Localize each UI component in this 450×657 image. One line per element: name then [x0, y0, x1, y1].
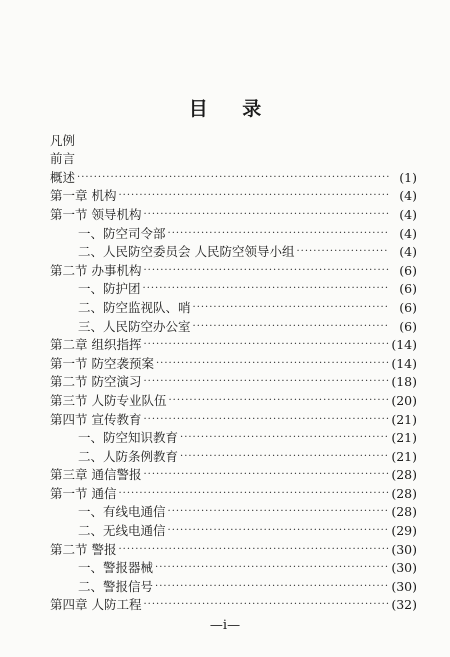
toc-entry-label: 第二节 警报	[50, 541, 117, 557]
toc-entry-label: 凡例	[50, 132, 76, 148]
toc-entry	[50, 187, 417, 206]
toc-entry-label: 一、防空知识教育	[78, 430, 179, 446]
toc-dot-leader	[143, 373, 389, 391]
toc-dot-leader	[168, 522, 389, 540]
toc-entry-label: 第一节 防空袭预案	[50, 355, 154, 371]
toc-entry	[50, 410, 417, 429]
toc-entry-label: 前言	[50, 151, 76, 167]
toc-entry-label: 一、防空司令部	[78, 225, 166, 241]
toc-entry	[50, 540, 417, 559]
toc-entry	[50, 336, 417, 355]
toc-entry-page: (30)	[391, 578, 417, 594]
toc-entry-label: 第三节 人防专业队伍	[50, 392, 167, 408]
toc-entry-page: (14)	[391, 337, 417, 353]
toc-entry	[50, 484, 417, 503]
toc-entry-page: (21)	[391, 448, 417, 464]
toc-entry-label: 第二章 组织指挥	[50, 337, 142, 353]
toc-entry-label: 第四节 宣传教育	[50, 411, 142, 427]
toc-entry-page: (28)	[391, 485, 417, 501]
toc-entry	[50, 373, 417, 392]
toc-entry-label: 第一节 通信	[50, 485, 117, 501]
toc-entry-label: 一、警报器械	[78, 560, 154, 576]
toc-dot-leader	[168, 392, 389, 410]
toc-dot-leader	[156, 355, 389, 373]
toc-dot-leader	[296, 243, 389, 261]
toc-entry	[50, 261, 417, 280]
toc-dot-leader	[143, 466, 389, 484]
toc-entry-page: (6)	[399, 299, 417, 315]
toc-entry	[50, 559, 417, 578]
toc-entry-page: (6)	[399, 281, 417, 297]
toc-entry	[50, 596, 417, 615]
toc-entry-page: (4)	[399, 244, 417, 260]
toc-entry	[50, 150, 417, 169]
toc-entry-page: (21)	[391, 411, 417, 427]
toc-entry-label: 第二节 防空演习	[50, 374, 142, 390]
page-title: 目 录	[188, 98, 276, 120]
toc-dot-leader	[180, 429, 389, 447]
toc-entry-label: 一、有线电通信	[78, 504, 166, 520]
toc-dot-leader	[193, 299, 389, 317]
toc-entry-label: 概述	[50, 169, 76, 185]
toc-entry	[50, 391, 417, 410]
toc-entry	[50, 354, 417, 373]
toc-entry-label: 第一节 领导机构	[50, 206, 142, 222]
toc-entry-label: 二、人民防空委员会 人民防空领导小组	[78, 244, 295, 260]
toc-dot-leader	[143, 262, 389, 280]
toc-entry	[50, 429, 417, 448]
toc-dot-leader	[118, 541, 389, 559]
toc-entry-label: 二、无线电通信	[78, 523, 166, 539]
toc-entry	[50, 503, 417, 522]
toc-entry-page: (4)	[399, 188, 417, 204]
toc-dot-leader	[77, 169, 389, 187]
toc-dot-leader	[143, 206, 389, 224]
toc-entry-page: (28)	[391, 504, 417, 520]
toc-dot-leader	[143, 336, 389, 354]
toc-entry	[50, 168, 417, 187]
toc-entry-page: (6)	[399, 262, 417, 278]
toc-dot-leader	[118, 187, 389, 205]
toc-entry-label: 二、警报信号	[78, 578, 154, 594]
toc-entry	[50, 131, 417, 150]
toc-entry-page: (28)	[391, 467, 417, 483]
toc-entry-label: 第一章 机构	[50, 188, 117, 204]
toc-dot-leader	[168, 503, 389, 521]
toc-dot-leader	[143, 596, 389, 614]
toc-entry	[50, 466, 417, 485]
toc-dot-leader	[193, 318, 389, 336]
toc-entry-page: (18)	[391, 374, 417, 390]
toc-entry-page: (21)	[391, 430, 417, 446]
toc-entry	[50, 280, 417, 299]
toc-entry-page: (32)	[391, 597, 417, 613]
toc-entry	[50, 205, 417, 224]
toc-entry-label: 二、人防条例教育	[78, 448, 179, 464]
toc-entry-page: (30)	[391, 560, 417, 576]
toc-dot-leader	[168, 225, 389, 243]
toc-entry-page: (14)	[391, 355, 417, 371]
toc-entry	[50, 298, 417, 317]
toc-entry-page: (4)	[399, 225, 417, 241]
toc-entry-label: 第四章 人防工程	[50, 597, 142, 613]
toc-entry-label: 第二节 办事机构	[50, 262, 142, 278]
toc-entry	[50, 243, 417, 262]
toc-entry-label: 第三章 通信警报	[50, 467, 142, 483]
toc-entry-page: (1)	[399, 169, 417, 185]
toc-entry	[50, 224, 417, 243]
toc-entry	[50, 577, 417, 596]
toc-entry-page: (29)	[391, 523, 417, 539]
toc-entry-label: 三、人民防空办公室	[78, 318, 191, 334]
toc-entry-page: (20)	[391, 392, 417, 408]
toc-dot-leader	[180, 448, 389, 466]
toc-dot-leader	[155, 559, 389, 577]
toc-entry	[50, 447, 417, 466]
toc-dot-leader	[118, 485, 389, 503]
toc-entry	[50, 317, 417, 336]
toc-entry-page: (6)	[399, 318, 417, 334]
toc-entry-label: 一、防护团	[78, 281, 141, 297]
page-number-footer: —i—	[209, 618, 241, 633]
toc-dot-leader	[155, 578, 389, 596]
toc-entry-label: 二、防空监视队、哨	[78, 299, 191, 315]
toc-dot-leader	[143, 411, 389, 429]
toc-entry-page: (4)	[399, 206, 417, 222]
table-of-contents	[50, 131, 417, 614]
toc-entry	[50, 521, 417, 540]
toc-dot-leader	[143, 280, 389, 298]
toc-entry-page: (30)	[391, 541, 417, 557]
